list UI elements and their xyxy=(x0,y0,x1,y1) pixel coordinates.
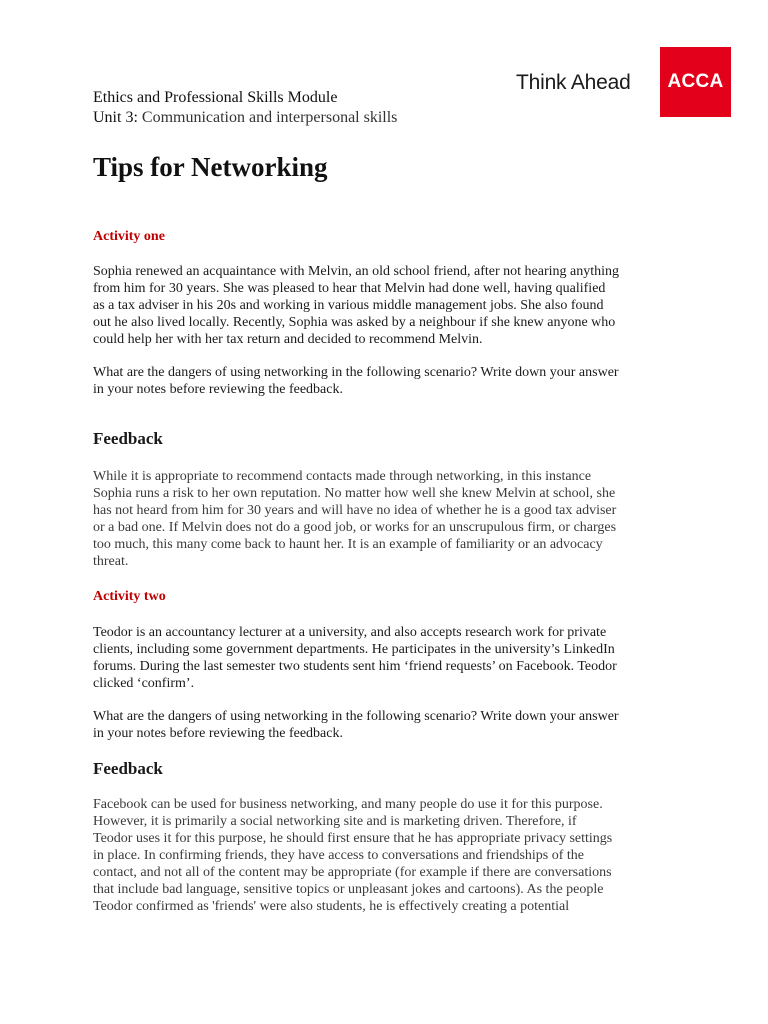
text-line: Sophia renewed an acquaintance with Melvin, an old school friend, after not hearing anything xyxy=(93,264,619,279)
acca-logo xyxy=(660,47,731,117)
text-line: out he also lived locally. Recently, Sophia was asked by a neighbour if she knew anyone who xyxy=(93,315,616,330)
page-title: Tips for Networking xyxy=(93,152,328,182)
text-line: clients, including some government departments. He participates in the university’s LinkedIn xyxy=(93,642,615,657)
text-line: Teodor is an accountancy lecturer at a university, and also accepts research work for private xyxy=(93,625,607,640)
text-line: could help her with her tax return and decided to recommend Melvin. xyxy=(93,332,483,347)
text-line: that include bad language, sensitive topics or unpleasant jokes and cartoons). As the people xyxy=(93,882,604,897)
text-line: What are the dangers of using networking in the following scenario? Write down your answer xyxy=(93,709,619,724)
text-line: contact, and not all of the content may be appropriate (for example if there are conversations xyxy=(93,865,612,880)
activity-two-scenario xyxy=(93,624,683,692)
text-line: or a bad one. If Melvin does not do a good job, or works for an unscrupulous firm, or charges xyxy=(93,520,617,535)
text-line: in your notes before reviewing the feedback. xyxy=(93,726,343,741)
text-line: What are the dangers of using networking in the following scenario? Write down your answer xyxy=(93,365,619,380)
unit-topic: Communication and interpersonal skills xyxy=(141,109,398,126)
text-line: Teodor uses it for this purpose, he should first ensure that he has appropriate privacy settings xyxy=(93,831,613,846)
activity-one-heading: Activity one xyxy=(93,229,165,244)
activity-one-question xyxy=(93,364,683,398)
activity-two-question xyxy=(93,708,683,742)
activity-two-heading: Activity two xyxy=(93,589,166,604)
activity-one-feedback xyxy=(93,468,683,570)
activity-one-scenario xyxy=(93,263,683,348)
text-line: While it is appropriate to recommend contacts made through networking, in this instance xyxy=(93,469,592,484)
text-line: Sophia runs a risk to her own reputation. No matter how well she knew Melvin at school, she xyxy=(93,486,616,501)
activity-two-feedback-heading: Feedback xyxy=(93,759,163,778)
text-line: However, it is primarily a social networking site and is marketing driven. Therefore, if xyxy=(93,814,577,829)
text-line: from him for 30 years. She was pleased to hear that Melvin had done well, having qualified xyxy=(93,281,606,296)
text-line: has not heard from him for 30 years and will have no idea of whether he is a good tax adviser xyxy=(93,503,617,518)
logo-tagline: Think Ahead xyxy=(516,71,631,94)
text-line: too much, this many come back to haunt her. It is an example of familiarity or an advocacy xyxy=(93,537,603,552)
unit-title xyxy=(93,108,397,127)
activity-one-feedback-heading: Feedback xyxy=(93,429,163,448)
text-line: Teodor confirmed as 'friends' were also students, he is effectively creating a potential xyxy=(93,899,570,914)
text-line: as a tax adviser in his 20s and working in various middle management jobs. She also found xyxy=(93,298,604,313)
unit-prefix: Unit 3: xyxy=(93,109,142,126)
text-line: threat. xyxy=(93,554,129,569)
text-line: in your notes before reviewing the feedback. xyxy=(93,382,343,397)
module-title: Ethics and Professional Skills Module xyxy=(93,89,338,106)
text-line: in place. In confirming friends, they have access to conversations and friendships of the xyxy=(93,848,585,863)
text-line: forums. During the last semester two students sent him ‘friend requests’ on Facebook. Teodor xyxy=(93,659,617,674)
text-line: clicked ‘confirm’. xyxy=(93,676,195,691)
text-line: Facebook can be used for business networking, and many people do use it for this purpose. xyxy=(93,797,603,812)
activity-two-feedback xyxy=(93,796,683,915)
logo-wordmark: ACCA xyxy=(667,71,724,92)
